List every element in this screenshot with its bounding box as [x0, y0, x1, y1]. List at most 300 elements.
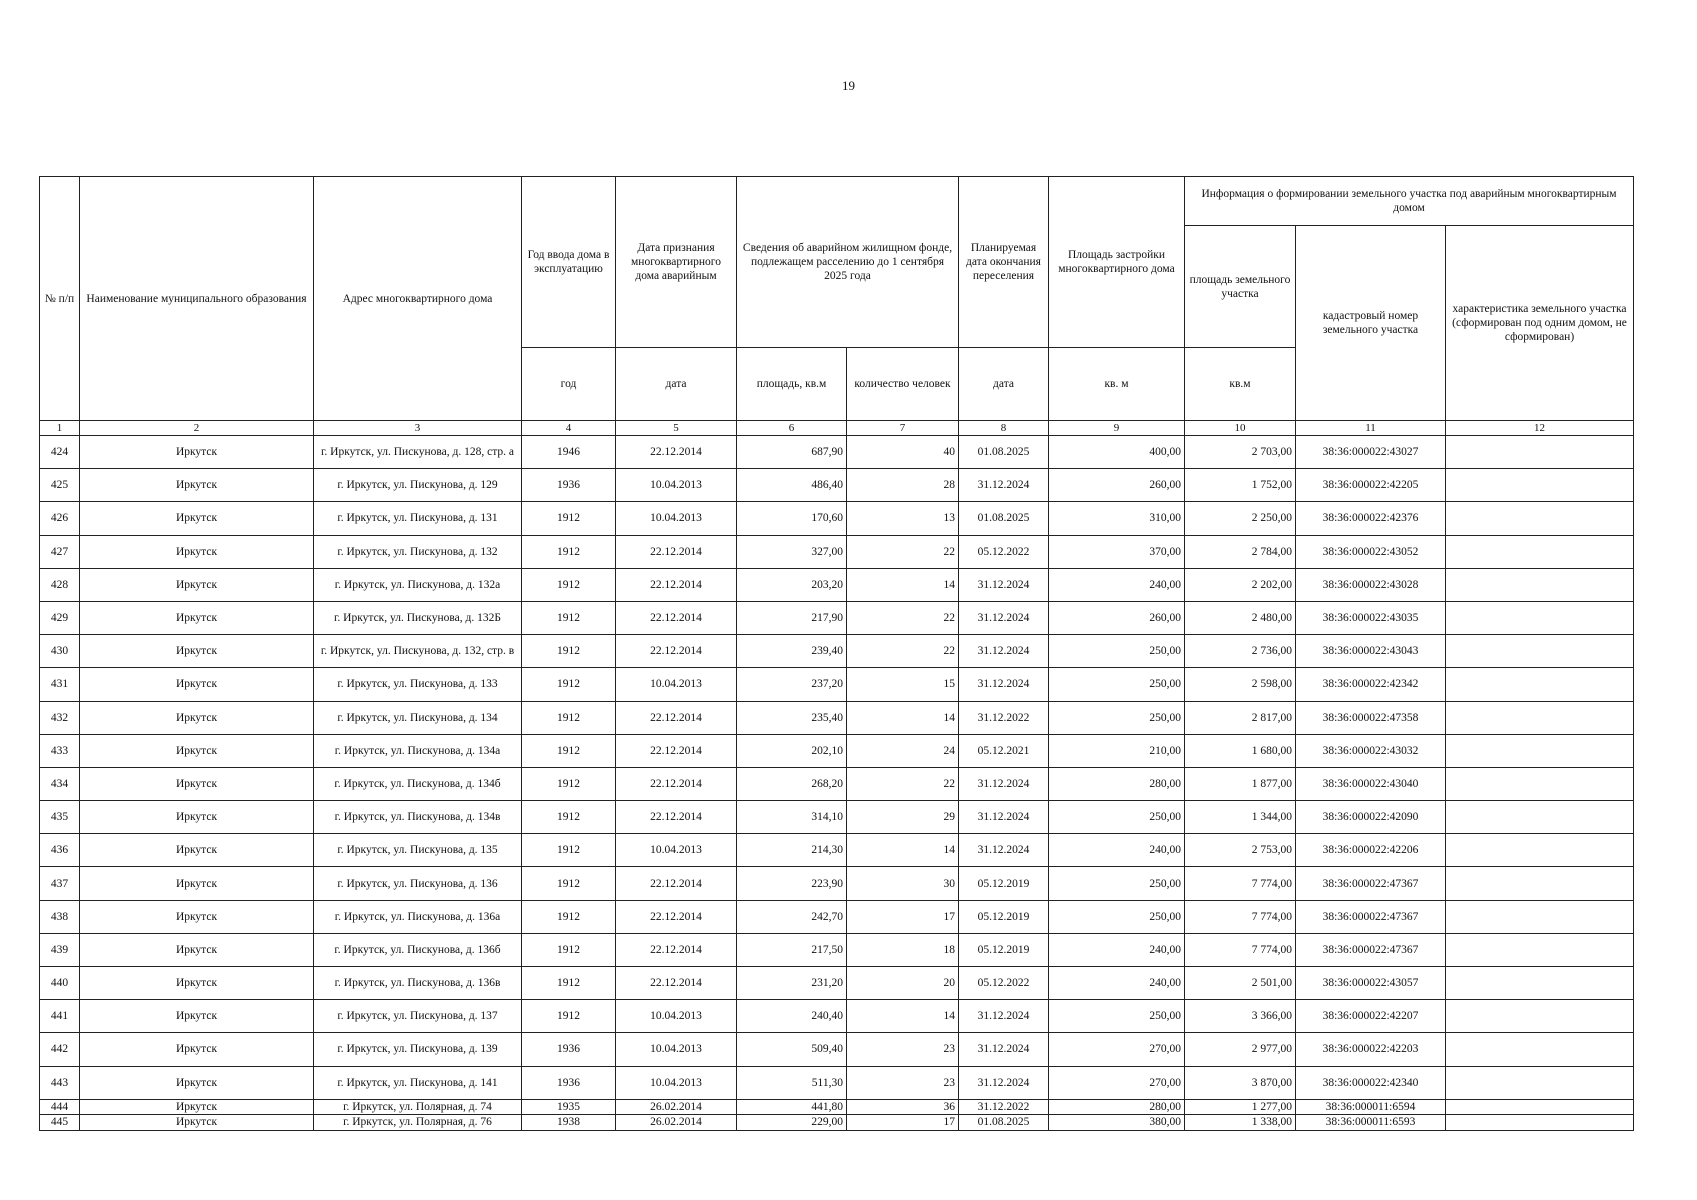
people-count-cell: 20	[847, 967, 959, 1000]
table-row	[40, 1000, 1634, 1033]
table-row	[40, 933, 1634, 966]
land-characteristic-cell	[1446, 568, 1634, 601]
land-area-cell: 1 277,00	[1185, 1099, 1296, 1115]
row-number-cell: 435	[40, 801, 80, 834]
resettlement-date-cell: 05.12.2021	[959, 734, 1049, 767]
municipality-cell: Иркутск	[80, 469, 314, 502]
table-row	[40, 635, 1634, 668]
building-area-cell: 280,00	[1049, 767, 1185, 800]
unit-people: количество человек	[847, 348, 959, 421]
commission-year-cell: 1936	[522, 1066, 616, 1099]
land-characteristic-cell	[1446, 701, 1634, 734]
land-characteristic-cell	[1446, 900, 1634, 933]
land-area-cell: 2 817,00	[1185, 701, 1296, 734]
cadastral-number-cell: 38:36:000022:43043	[1296, 635, 1446, 668]
address-cell: г. Иркутск, ул. Пискунова, д. 136а	[314, 900, 522, 933]
people-count-cell: 22	[847, 535, 959, 568]
resettlement-date-cell: 01.08.2025	[959, 502, 1049, 535]
emergency-area-cell: 231,20	[737, 967, 847, 1000]
resettlement-date-cell: 31.12.2024	[959, 801, 1049, 834]
address-cell: г. Иркутск, ул. Пискунова, д. 134б	[314, 767, 522, 800]
commission-year-cell: 1936	[522, 1033, 616, 1066]
recognition-date-cell: 10.04.2013	[616, 1000, 737, 1033]
header-row-number: № п/п	[40, 177, 80, 421]
commission-year-cell: 1912	[522, 701, 616, 734]
header-recognition-date: Дата признания многоквартирного дома аварийным	[616, 177, 737, 348]
cadastral-number-cell: 38:36:000022:43057	[1296, 967, 1446, 1000]
page-number: 19	[842, 78, 855, 93]
cadastral-number-cell: 38:36:000022:42376	[1296, 502, 1446, 535]
resettlement-date-cell: 31.12.2024	[959, 767, 1049, 800]
building-area-cell: 380,00	[1049, 1115, 1185, 1131]
land-area-cell: 3 870,00	[1185, 1066, 1296, 1099]
land-area-cell: 2 480,00	[1185, 601, 1296, 634]
commission-year-cell: 1912	[522, 767, 616, 800]
table-row	[40, 1099, 1634, 1115]
table-row	[40, 1033, 1634, 1066]
building-area-cell: 370,00	[1049, 535, 1185, 568]
emergency-area-cell: 242,70	[737, 900, 847, 933]
people-count-cell: 22	[847, 601, 959, 634]
people-count-cell: 13	[847, 502, 959, 535]
recognition-date-cell: 22.12.2014	[616, 701, 737, 734]
table-row	[40, 469, 1634, 502]
emergency-area-cell: 486,40	[737, 469, 847, 502]
address-cell: г. Иркутск, ул. Пискунова, д. 129	[314, 469, 522, 502]
land-area-cell: 2 736,00	[1185, 635, 1296, 668]
unit-resettle-date: дата	[959, 348, 1049, 421]
resettlement-date-cell: 01.08.2025	[959, 436, 1049, 469]
recognition-date-cell: 26.02.2014	[616, 1099, 737, 1115]
column-number: 9	[1049, 421, 1185, 436]
unit-date: дата	[616, 348, 737, 421]
table-row	[40, 535, 1634, 568]
row-number-cell: 437	[40, 867, 80, 900]
header-land-plot-group: Информация о формировании земельного участка под аварийным многоквартирным домом	[1185, 177, 1634, 226]
building-area-cell: 260,00	[1049, 601, 1185, 634]
municipality-cell: Иркутск	[80, 535, 314, 568]
recognition-date-cell: 22.12.2014	[616, 900, 737, 933]
people-count-cell: 28	[847, 469, 959, 502]
table-row	[40, 502, 1634, 535]
row-number-cell: 429	[40, 601, 80, 634]
building-area-cell: 400,00	[1049, 436, 1185, 469]
commission-year-cell: 1912	[522, 900, 616, 933]
commission-year-cell: 1938	[522, 1115, 616, 1131]
table-row	[40, 1066, 1634, 1099]
land-characteristic-cell	[1446, 1115, 1634, 1131]
land-characteristic-cell	[1446, 834, 1634, 867]
land-characteristic-cell	[1446, 601, 1634, 634]
recognition-date-cell: 10.04.2013	[616, 834, 737, 867]
header-land-area: площадь земельного участка	[1185, 226, 1296, 348]
land-area-cell: 1 752,00	[1185, 469, 1296, 502]
address-cell: г. Иркутск, ул. Пискунова, д. 132, стр. в	[314, 635, 522, 668]
row-number-cell: 427	[40, 535, 80, 568]
land-characteristic-cell	[1446, 1066, 1634, 1099]
municipality-cell: Иркутск	[80, 1033, 314, 1066]
header-commission-year: Год ввода дома в эксплуатацию	[522, 177, 616, 348]
recognition-date-cell: 10.04.2013	[616, 668, 737, 701]
land-characteristic-cell	[1446, 469, 1634, 502]
people-count-cell: 22	[847, 767, 959, 800]
municipality-cell: Иркутск	[80, 668, 314, 701]
table-row	[40, 668, 1634, 701]
building-area-cell: 210,00	[1049, 734, 1185, 767]
building-area-cell: 250,00	[1049, 900, 1185, 933]
land-characteristic-cell	[1446, 801, 1634, 834]
resettlement-date-cell: 31.12.2022	[959, 701, 1049, 734]
emergency-area-cell: 240,40	[737, 1000, 847, 1033]
commission-year-cell: 1912	[522, 568, 616, 601]
emergency-area-cell: 441,80	[737, 1099, 847, 1115]
table-row	[40, 834, 1634, 867]
address-cell: г. Иркутск, ул. Пискунова, д. 136	[314, 867, 522, 900]
land-area-cell: 1 338,00	[1185, 1115, 1296, 1131]
row-number-cell: 430	[40, 635, 80, 668]
column-number-row	[40, 421, 1634, 436]
row-number-cell: 428	[40, 568, 80, 601]
resettlement-date-cell: 31.12.2024	[959, 1000, 1049, 1033]
municipality-cell: Иркутск	[80, 801, 314, 834]
emergency-area-cell: 217,90	[737, 601, 847, 634]
address-cell: г. Иркутск, ул. Пискунова, д. 128, стр. а	[314, 436, 522, 469]
cadastral-number-cell: 38:36:000022:47367	[1296, 900, 1446, 933]
emergency-area-cell: 223,90	[737, 867, 847, 900]
cadastral-number-cell: 38:36:000022:42090	[1296, 801, 1446, 834]
land-area-cell: 7 774,00	[1185, 933, 1296, 966]
column-number: 2	[80, 421, 314, 436]
emergency-area-cell: 268,20	[737, 767, 847, 800]
emergency-area-cell: 170,60	[737, 502, 847, 535]
building-area-cell: 270,00	[1049, 1066, 1185, 1099]
address-cell: г. Иркутск, ул. Пискунова, д. 132	[314, 535, 522, 568]
people-count-cell: 30	[847, 867, 959, 900]
building-area-cell: 240,00	[1049, 967, 1185, 1000]
people-count-cell: 36	[847, 1099, 959, 1115]
recognition-date-cell: 10.04.2013	[616, 469, 737, 502]
header-address: Адрес многоквартирного дома	[314, 177, 522, 421]
land-area-cell: 1 680,00	[1185, 734, 1296, 767]
people-count-cell: 14	[847, 834, 959, 867]
cadastral-number-cell: 38:36:000022:42205	[1296, 469, 1446, 502]
emergency-area-cell: 229,00	[737, 1115, 847, 1131]
land-area-cell: 3 366,00	[1185, 1000, 1296, 1033]
unit-land-area: кв.м	[1185, 348, 1296, 421]
row-number-cell: 441	[40, 1000, 80, 1033]
land-area-cell: 2 703,00	[1185, 436, 1296, 469]
resettlement-date-cell: 05.12.2022	[959, 967, 1049, 1000]
commission-year-cell: 1912	[522, 967, 616, 1000]
commission-year-cell: 1912	[522, 601, 616, 634]
header-municipality: Наименование муниципального образования	[80, 177, 314, 421]
cadastral-number-cell: 38:36:000022:43035	[1296, 601, 1446, 634]
cadastral-number-cell: 38:36:000022:42207	[1296, 1000, 1446, 1033]
emergency-area-cell: 237,20	[737, 668, 847, 701]
people-count-cell: 23	[847, 1033, 959, 1066]
emergency-area-cell: 202,10	[737, 734, 847, 767]
table-header	[40, 177, 1634, 436]
land-characteristic-cell	[1446, 867, 1634, 900]
land-area-cell: 1 344,00	[1185, 801, 1296, 834]
column-number: 4	[522, 421, 616, 436]
land-area-cell: 2 753,00	[1185, 834, 1296, 867]
table-row	[40, 701, 1634, 734]
header-emergency-fund: Сведения об аварийном жилищном фонде, подлежащем расселению до 1 сентября 2025 года	[737, 177, 959, 348]
column-number: 3	[314, 421, 522, 436]
row-number-cell: 424	[40, 436, 80, 469]
resettlement-date-cell: 31.12.2024	[959, 834, 1049, 867]
address-cell: г. Иркутск, ул. Пискунова, д. 132а	[314, 568, 522, 601]
column-number: 12	[1446, 421, 1634, 436]
recognition-date-cell: 10.04.2013	[616, 502, 737, 535]
recognition-date-cell: 22.12.2014	[616, 635, 737, 668]
building-area-cell: 240,00	[1049, 933, 1185, 966]
table-body	[40, 436, 1634, 1131]
resettlement-date-cell: 31.12.2024	[959, 635, 1049, 668]
row-number-cell: 436	[40, 834, 80, 867]
emergency-area-cell: 327,00	[737, 535, 847, 568]
address-cell: г. Иркутск, ул. Пискунова, д. 136б	[314, 933, 522, 966]
people-count-cell: 15	[847, 668, 959, 701]
land-area-cell: 2 598,00	[1185, 668, 1296, 701]
commission-year-cell: 1912	[522, 635, 616, 668]
building-area-cell: 250,00	[1049, 701, 1185, 734]
column-number: 8	[959, 421, 1049, 436]
address-cell: г. Иркутск, ул. Пискунова, д. 141	[314, 1066, 522, 1099]
municipality-cell: Иркутск	[80, 635, 314, 668]
municipality-cell: Иркутск	[80, 967, 314, 1000]
land-area-cell: 2 250,00	[1185, 502, 1296, 535]
emergency-area-cell: 687,90	[737, 436, 847, 469]
land-area-cell: 2 501,00	[1185, 967, 1296, 1000]
land-area-cell: 1 877,00	[1185, 767, 1296, 800]
emergency-area-cell: 314,10	[737, 801, 847, 834]
cadastral-number-cell: 38:36:000022:42340	[1296, 1066, 1446, 1099]
municipality-cell: Иркутск	[80, 701, 314, 734]
recognition-date-cell: 22.12.2014	[616, 801, 737, 834]
commission-year-cell: 1912	[522, 668, 616, 701]
address-cell: г. Иркутск, ул. Пискунова, д. 131	[314, 502, 522, 535]
row-number-cell: 434	[40, 767, 80, 800]
resettlement-date-cell: 31.12.2024	[959, 1066, 1049, 1099]
building-area-cell: 270,00	[1049, 1033, 1185, 1066]
resettlement-date-cell: 31.12.2024	[959, 668, 1049, 701]
land-area-cell: 2 977,00	[1185, 1033, 1296, 1066]
building-area-cell: 250,00	[1049, 867, 1185, 900]
emergency-area-cell: 239,40	[737, 635, 847, 668]
address-cell: г. Иркутск, ул. Пискунова, д. 136в	[314, 967, 522, 1000]
municipality-cell: Иркутск	[80, 568, 314, 601]
municipality-cell: Иркутск	[80, 1099, 314, 1115]
municipality-cell: Иркутск	[80, 1115, 314, 1131]
commission-year-cell: 1936	[522, 469, 616, 502]
land-characteristic-cell	[1446, 1099, 1634, 1115]
cadastral-number-cell: 38:36:000022:47358	[1296, 701, 1446, 734]
resettlement-date-cell: 05.12.2019	[959, 900, 1049, 933]
resettlement-date-cell: 31.12.2024	[959, 568, 1049, 601]
people-count-cell: 14	[847, 701, 959, 734]
land-characteristic-cell	[1446, 933, 1634, 966]
land-characteristic-cell	[1446, 502, 1634, 535]
recognition-date-cell: 22.12.2014	[616, 535, 737, 568]
column-number: 10	[1185, 421, 1296, 436]
row-number-cell: 431	[40, 668, 80, 701]
table-row	[40, 436, 1634, 469]
building-area-cell: 280,00	[1049, 1099, 1185, 1115]
address-cell: г. Иркутск, ул. Полярная, д. 76	[314, 1115, 522, 1131]
people-count-cell: 18	[847, 933, 959, 966]
land-characteristic-cell	[1446, 535, 1634, 568]
commission-year-cell: 1912	[522, 1000, 616, 1033]
municipality-cell: Иркутск	[80, 601, 314, 634]
municipality-cell: Иркутск	[80, 900, 314, 933]
building-area-cell: 250,00	[1049, 635, 1185, 668]
row-number-cell: 432	[40, 701, 80, 734]
building-area-cell: 260,00	[1049, 469, 1185, 502]
resettlement-date-cell: 31.12.2024	[959, 1033, 1049, 1066]
people-count-cell: 17	[847, 900, 959, 933]
cadastral-number-cell: 38:36:000022:43052	[1296, 535, 1446, 568]
people-count-cell: 22	[847, 635, 959, 668]
municipality-cell: Иркутск	[80, 767, 314, 800]
unit-area: площадь, кв.м	[737, 348, 847, 421]
people-count-cell: 17	[847, 1115, 959, 1131]
cadastral-number-cell: 38:36:000022:42203	[1296, 1033, 1446, 1066]
recognition-date-cell: 22.12.2014	[616, 568, 737, 601]
address-cell: г. Иркутск, ул. Пискунова, д. 139	[314, 1033, 522, 1066]
row-number-cell: 426	[40, 502, 80, 535]
address-cell: г. Иркутск, ул. Пискунова, д. 137	[314, 1000, 522, 1033]
municipality-cell: Иркутск	[80, 734, 314, 767]
recognition-date-cell: 22.12.2014	[616, 436, 737, 469]
resettlement-date-cell: 05.12.2022	[959, 535, 1049, 568]
building-area-cell: 250,00	[1049, 1000, 1185, 1033]
address-cell: г. Иркутск, ул. Пискунова, д. 134в	[314, 801, 522, 834]
resettlement-date-cell: 05.12.2019	[959, 933, 1049, 966]
building-area-cell: 240,00	[1049, 834, 1185, 867]
address-cell: г. Иркутск, ул. Пискунова, д. 134	[314, 701, 522, 734]
row-number-cell: 425	[40, 469, 80, 502]
header-resettlement-date: Планируемая дата окончания переселения	[959, 177, 1049, 348]
recognition-date-cell: 10.04.2013	[616, 1066, 737, 1099]
column-number: 7	[847, 421, 959, 436]
header-building-area: Площадь застройки многоквартирного дома	[1049, 177, 1185, 348]
header-land-characteristic: характеристика земельного участка (сформирован под одним домом, не сформирован)	[1446, 226, 1634, 421]
column-number: 11	[1296, 421, 1446, 436]
municipality-cell: Иркутск	[80, 502, 314, 535]
address-cell: г. Иркутск, ул. Пискунова, д. 135	[314, 834, 522, 867]
column-number: 5	[616, 421, 737, 436]
row-number-cell: 442	[40, 1033, 80, 1066]
row-number-cell: 438	[40, 900, 80, 933]
table-row	[40, 867, 1634, 900]
table-row	[40, 801, 1634, 834]
unit-building-area: кв. м	[1049, 348, 1185, 421]
people-count-cell: 14	[847, 568, 959, 601]
land-characteristic-cell	[1446, 436, 1634, 469]
building-area-cell: 240,00	[1049, 568, 1185, 601]
land-characteristic-cell	[1446, 967, 1634, 1000]
municipality-cell: Иркутск	[80, 436, 314, 469]
building-area-cell: 250,00	[1049, 801, 1185, 834]
recognition-date-cell: 10.04.2013	[616, 1033, 737, 1066]
emergency-area-cell: 235,40	[737, 701, 847, 734]
address-cell: г. Иркутск, ул. Пискунова, д. 134а	[314, 734, 522, 767]
people-count-cell: 14	[847, 1000, 959, 1033]
row-number-cell: 443	[40, 1066, 80, 1099]
land-area-cell: 2 784,00	[1185, 535, 1296, 568]
recognition-date-cell: 22.12.2014	[616, 734, 737, 767]
recognition-date-cell: 22.12.2014	[616, 601, 737, 634]
land-characteristic-cell	[1446, 734, 1634, 767]
resettlement-date-cell: 05.12.2019	[959, 867, 1049, 900]
building-area-cell: 310,00	[1049, 502, 1185, 535]
row-number-cell: 439	[40, 933, 80, 966]
land-characteristic-cell	[1446, 635, 1634, 668]
land-area-cell: 7 774,00	[1185, 900, 1296, 933]
emergency-area-cell: 203,20	[737, 568, 847, 601]
municipality-cell: Иркутск	[80, 1000, 314, 1033]
row-number-cell: 440	[40, 967, 80, 1000]
row-number-cell: 444	[40, 1099, 80, 1115]
unit-year: год	[522, 348, 616, 421]
emergency-area-cell: 509,40	[737, 1033, 847, 1066]
land-area-cell: 2 202,00	[1185, 568, 1296, 601]
resettlement-date-cell: 01.08.2025	[959, 1115, 1049, 1131]
address-cell: г. Иркутск, ул. Полярная, д. 74	[314, 1099, 522, 1115]
cadastral-number-cell: 38:36:000022:47367	[1296, 867, 1446, 900]
people-count-cell: 29	[847, 801, 959, 834]
recognition-date-cell: 22.12.2014	[616, 933, 737, 966]
table-row	[40, 767, 1634, 800]
emergency-area-cell: 511,30	[737, 1066, 847, 1099]
recognition-date-cell: 26.02.2014	[616, 1115, 737, 1131]
recognition-date-cell: 22.12.2014	[616, 767, 737, 800]
recognition-date-cell: 22.12.2014	[616, 867, 737, 900]
emergency-area-cell: 217,50	[737, 933, 847, 966]
commission-year-cell: 1912	[522, 867, 616, 900]
municipality-cell: Иркутск	[80, 834, 314, 867]
row-number-cell: 445	[40, 1115, 80, 1131]
resettlement-date-cell: 31.12.2024	[959, 601, 1049, 634]
commission-year-cell: 1912	[522, 535, 616, 568]
cadastral-number-cell: 38:36:000022:42342	[1296, 668, 1446, 701]
commission-year-cell: 1912	[522, 801, 616, 834]
people-count-cell: 24	[847, 734, 959, 767]
cadastral-number-cell: 38:36:000022:43028	[1296, 568, 1446, 601]
address-cell: г. Иркутск, ул. Пискунова, д. 133	[314, 668, 522, 701]
land-characteristic-cell	[1446, 767, 1634, 800]
commission-year-cell: 1912	[522, 502, 616, 535]
cadastral-number-cell: 38:36:000022:43027	[1296, 436, 1446, 469]
table-row	[40, 1115, 1634, 1131]
land-characteristic-cell	[1446, 668, 1634, 701]
table-row	[40, 601, 1634, 634]
row-number-cell: 433	[40, 734, 80, 767]
cadastral-number-cell: 38:36:000022:42206	[1296, 834, 1446, 867]
table-row	[40, 734, 1634, 767]
cadastral-number-cell: 38:36:000022:43032	[1296, 734, 1446, 767]
column-number: 6	[737, 421, 847, 436]
land-characteristic-cell	[1446, 1033, 1634, 1066]
cadastral-number-cell: 38:36:000011:6593	[1296, 1115, 1446, 1131]
municipality-cell: Иркутск	[80, 933, 314, 966]
cadastral-number-cell: 38:36:000022:47367	[1296, 933, 1446, 966]
column-number: 1	[40, 421, 80, 436]
recognition-date-cell: 22.12.2014	[616, 967, 737, 1000]
land-area-cell: 7 774,00	[1185, 867, 1296, 900]
